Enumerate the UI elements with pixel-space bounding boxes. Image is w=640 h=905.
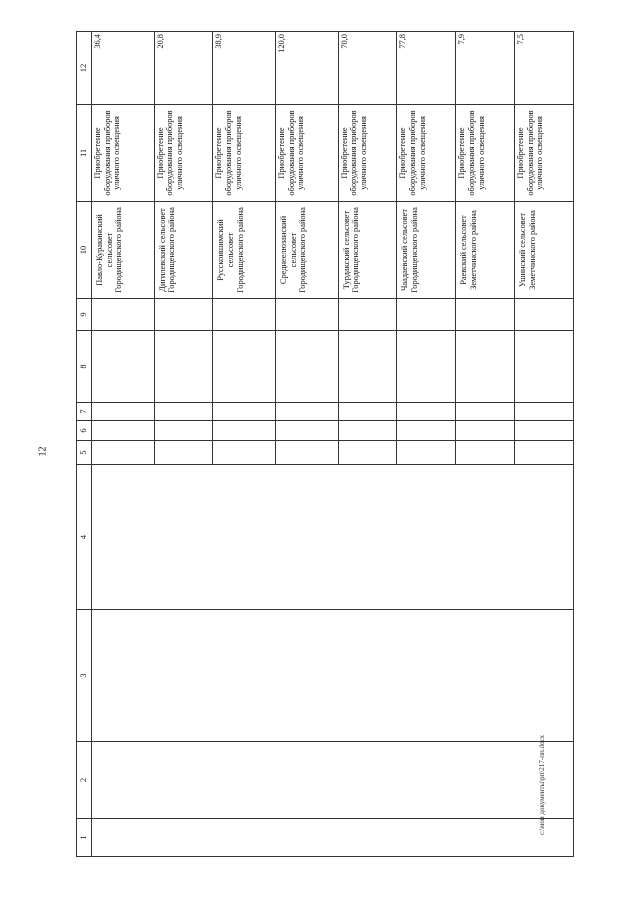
cell-empty [515, 331, 574, 403]
col-header-6: 6 [77, 421, 92, 441]
cell-recipient: Турдакский сельсовет Городищенского района [338, 202, 397, 299]
cell-empty [92, 421, 155, 441]
cell-empty [92, 331, 155, 403]
col-header-11: 11 [77, 105, 92, 202]
col-header-9: 9 [77, 299, 92, 331]
cell-empty [92, 742, 574, 819]
cell-empty [92, 610, 574, 742]
col-header-7: 7 [77, 403, 92, 421]
cell-empty [154, 441, 213, 465]
cell-empty [338, 331, 397, 403]
col-header-8: 8 [77, 331, 92, 403]
cell-purpose: Приобретение оборудования приборов уличного освещения [397, 105, 456, 202]
cell-amount: 38,9 [213, 32, 276, 105]
cell-empty [213, 299, 276, 331]
cell-empty [456, 421, 515, 441]
cell-empty [154, 403, 213, 421]
table-container [76, 32, 574, 857]
cell-purpose: Приобретение оборудования приборов уличного освещения [515, 105, 574, 202]
cell-recipient: Ушинский сельсовет Земетчинского района [515, 202, 574, 299]
cell-empty [338, 421, 397, 441]
cell-empty [154, 331, 213, 403]
col-header-3: 3 [77, 610, 92, 742]
col-header-4: 4 [77, 465, 92, 610]
page-number: 12 [37, 446, 49, 457]
cell-empty [154, 299, 213, 331]
cell-empty [213, 403, 276, 421]
cell-amount: 70,0 [338, 32, 397, 105]
cell-purpose: Приобретение оборудования приборов уличного освещения [275, 105, 338, 202]
cell-empty [338, 299, 397, 331]
cell-amount: 77,8 [397, 32, 456, 105]
cell-recipient: Чаадаевский сельсовет Городищенского района [397, 202, 456, 299]
cell-empty [275, 403, 338, 421]
cell-empty [515, 403, 574, 421]
cell-empty [275, 299, 338, 331]
col-header-10: 10 [77, 202, 92, 299]
cell-empty [154, 421, 213, 441]
cell-purpose: Приобретение оборудования приборов уличного освещения [456, 105, 515, 202]
cell-empty [92, 299, 155, 331]
cell-purpose: Приобретение оборудования приборов уличного освещения [92, 105, 155, 202]
cell-empty [275, 421, 338, 441]
cell-empty [456, 331, 515, 403]
cell-purpose: Приобретение оборудования приборов уличного освещения [154, 105, 213, 202]
cell-recipient: Среднеелюзанский сельсовет Городищенского района [275, 202, 338, 299]
cell-empty [92, 465, 574, 610]
cell-empty [338, 403, 397, 421]
cell-empty [92, 403, 155, 421]
cell-empty [92, 441, 155, 465]
cell-amount: 7,9 [456, 32, 515, 105]
footer-file-path: c:\мои документы\рп\217-пп.docx [538, 734, 546, 835]
cell-recipient: Дигилевский сельсовет Городищенского района [154, 202, 213, 299]
cell-purpose: Приобретение оборудования приборов уличного освещения [338, 105, 397, 202]
table-row [92, 32, 155, 857]
cell-empty [456, 441, 515, 465]
cell-empty [456, 299, 515, 331]
cell-empty [213, 421, 276, 441]
cell-recipient: Русскоишимский сельсовет Городищенского района [213, 202, 276, 299]
cell-empty [92, 819, 574, 857]
cell-empty [515, 299, 574, 331]
cell-empty [213, 331, 276, 403]
cell-amount: 20,8 [154, 32, 213, 105]
cell-empty [213, 441, 276, 465]
cell-recipient: Раевский сельсовет Земетчинского района [456, 202, 515, 299]
cell-empty [515, 441, 574, 465]
cell-amount: 36,4 [92, 32, 155, 105]
cell-empty [338, 441, 397, 465]
col-header-2: 2 [77, 742, 92, 819]
cell-empty [397, 331, 456, 403]
col-header-1: 1 [77, 819, 92, 857]
cell-empty [397, 441, 456, 465]
cell-empty [456, 403, 515, 421]
cell-empty [515, 421, 574, 441]
cell-empty [275, 331, 338, 403]
cell-amount: 7,5 [515, 32, 574, 105]
cell-empty [275, 441, 338, 465]
cell-purpose: Приобретение оборудования приборов уличного освещения [213, 105, 276, 202]
col-header-12: 12 [77, 32, 92, 105]
data-table [76, 31, 574, 857]
col-header-5: 5 [77, 441, 92, 465]
cell-empty [397, 421, 456, 441]
header-row [77, 32, 92, 857]
cell-empty [397, 403, 456, 421]
cell-amount: 120,0 [275, 32, 338, 105]
cell-empty [397, 299, 456, 331]
cell-recipient: Павло-Куракинский сельсовет Городищенского района [92, 202, 155, 299]
